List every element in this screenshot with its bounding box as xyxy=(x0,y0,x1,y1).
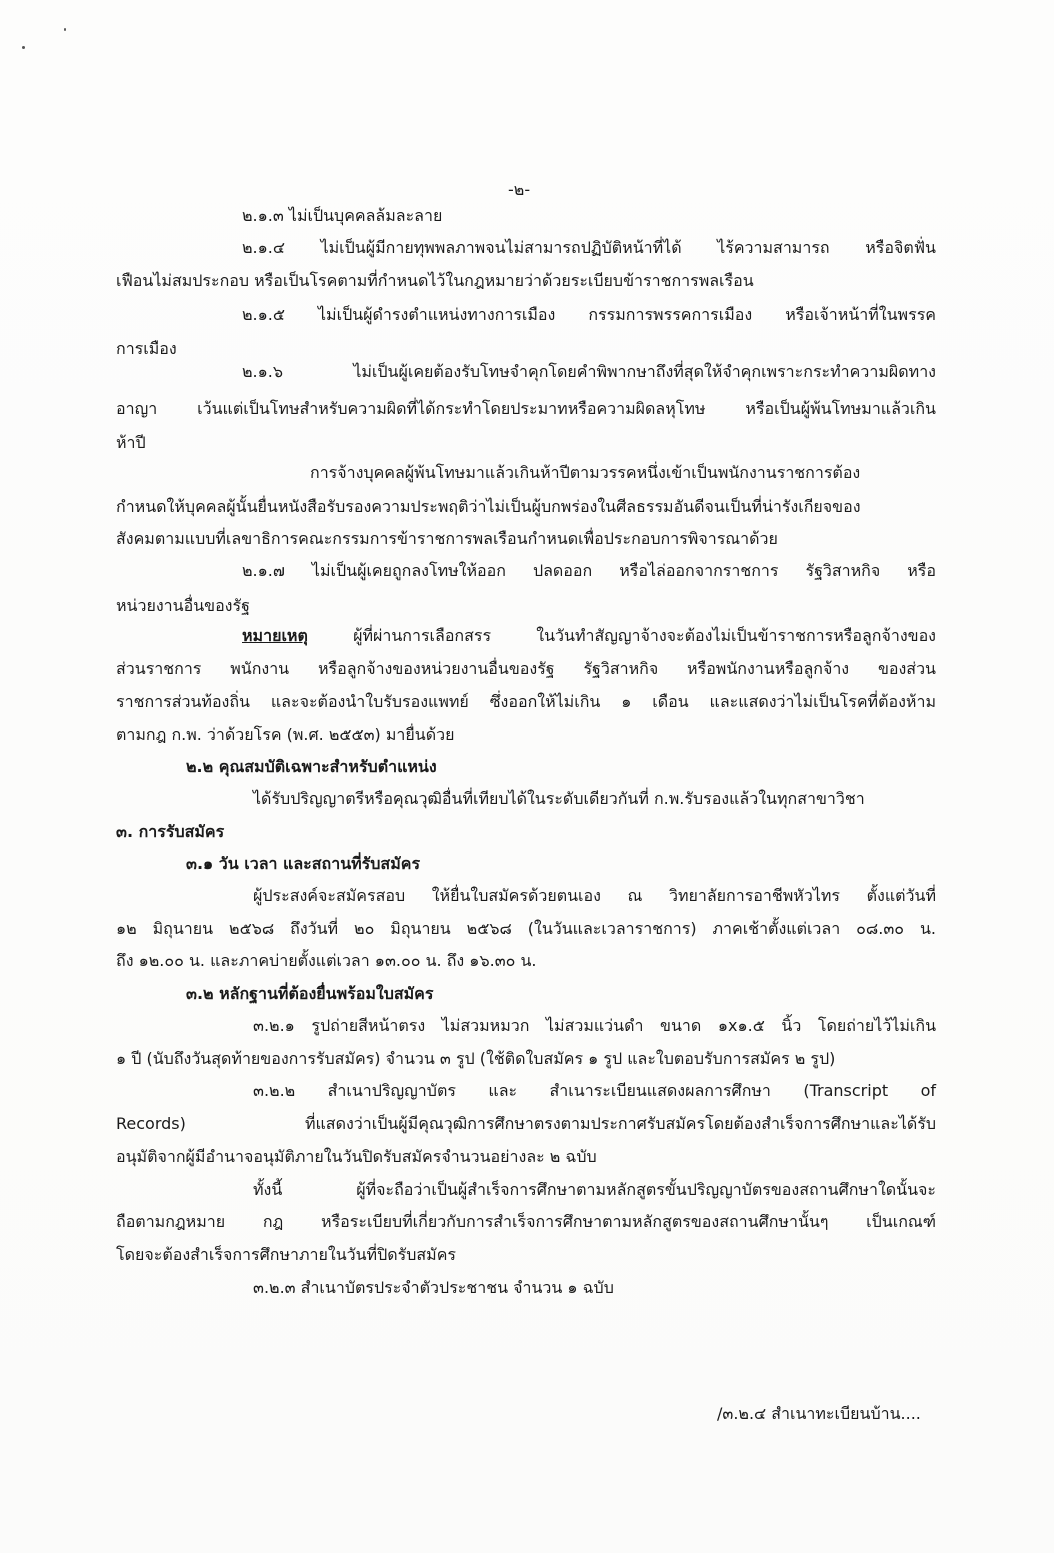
item-2-1-6-line-1: ๒.๑.๖ ไม่เป็นผู้เคยต้องรับโทษจำคุกโดยคำพิพากษาถึงที่สุดให้จำคุกเพราะกระทำความผิดทาง xyxy=(242,362,936,381)
item-2-1-4-line-1: ๒.๑.๔ ไม่เป็นผู้มีกายทุพพลภาพจนไม่สามารถปฏิบัติหน้าที่ได้ ไร้ความสามารถ หรือจิตฟั่น xyxy=(242,238,936,257)
graduation-paragraph-line-1: ทั้งนี้ ผู้ที่จะถือว่าเป็นผู้สำเร็จการศึกษาตามหลักสูตรขั้นปริญญาบัตรของสถานศึกษาใดนั้นจะ xyxy=(253,1180,936,1199)
section-3-1-line-3: ถึง ๑๒.๐๐ น. และภาคบ่ายตั้งแต่เวลา ๑๓.๐๐ น. ถึง ๑๖.๓๐ น. xyxy=(116,951,537,970)
heading-2-2: ๒.๒ คุณสมบัติเฉพาะสำหรับตำแหน่ง xyxy=(186,757,437,776)
pardon-paragraph-line-1: การจ้างบุคคลผู้พ้นโทษมาแล้วเกินห้าปีตามวรรคหนึ่งเข้าเป็นพนักงานราชการต้อง xyxy=(310,463,861,482)
graduation-paragraph-line-3: โดยจะต้องสำเร็จการศึกษาภายในวันที่ปิดรับสมัคร xyxy=(116,1245,456,1264)
pardon-paragraph-line-2: กำหนดให้บุคคลผู้นั้นยื่นหนังสือรับรองความประพฤติว่าไม่เป็นผู้บกพร่องในศีลธรรมอันดีจนเป็นที่น่ารังเกียจของ xyxy=(116,497,861,516)
section-2-2-text: ได้รับปริญญาตรีหรือคุณวุฒิอื่นที่เทียบได้ในระดับเดียวกันที่ ก.พ.รับรองแล้วในทุกสาขาวิชา xyxy=(253,789,865,808)
page-number: -๒- xyxy=(508,180,531,199)
section-3-1-line-2: ๑๒ มิถุนายน ๒๕๖๘ ถึงวันที่ ๒๐ มิถุนายน ๒๕๖๘ (ในวันและเวลาราชการ) ภาคเช้าตั้งแต่เวลา ๐๘.๓๐ น. xyxy=(116,919,936,938)
graduation-paragraph-line-2: ถือตามกฎหมาย กฎ หรือระเบียบที่เกี่ยวกับการสำเร็จการศึกษาตามหลักสูตรของสถานศึกษานั้นๆ เป็นเกณฑ์ xyxy=(116,1212,936,1231)
item-3-2-1-line-2: ๑ ปี (นับถึงวันสุดท้ายของการรับสมัคร) จำนวน ๓ รูป (ใช้ติดใบสมัคร ๑ รูป และใบตอบรับการสมัคร ๒ รูป) xyxy=(116,1049,836,1068)
item-3-2-2-line-1: ๓.๒.๒ สำเนาปริญญาบัตร และ สำเนาระเบียนแสดงผลการศึกษา (Transcript of xyxy=(253,1081,936,1100)
note-line-1-text: ผู้ที่ผ่านการเลือกสรร ในวันทำสัญญาจ้างจะต้องไม่เป็นข้าราชการหรือลูกจ้างของ xyxy=(353,626,936,645)
scan-speck xyxy=(64,28,66,31)
continuation-marker: /๓.๒.๔ สำเนาทะเบียนบ้าน.... xyxy=(717,1404,921,1423)
pardon-paragraph-line-3: สังคมตามแบบที่เลขาธิการคณะกรรมการข้าราชการพลเรือนกำหนดเพื่อประกอบการพิจารณาด้วย xyxy=(116,529,778,548)
note-line-2: ส่วนราชการ พนักงาน หรือลูกจ้างของหน่วยงานอื่นของรัฐ รัฐวิสาหกิจ หรือพนักงานหรือลูกจ้าง ของส่วน xyxy=(116,659,936,678)
note-line-3: ราชการส่วนท้องถิ่น และจะต้องนำใบรับรองแพทย์ ซึ่งออกให้ไม่เกิน ๑ เดือน และแสดงว่าไม่เป็นโรคที่ต้องห้าม xyxy=(116,692,936,711)
note-label: หมายเหตุ xyxy=(242,626,308,645)
item-3-2-3: ๓.๒.๓ สำเนาบัตรประจำตัวประชาชน จำนวน ๑ ฉบับ xyxy=(253,1278,614,1297)
item-2-1-7-line-1: ๒.๑.๗ ไม่เป็นผู้เคยถูกลงโทษให้ออก ปลดออก หรือไล่ออกจากราชการ รัฐวิสาหกิจ หรือ xyxy=(242,561,936,580)
item-2-1-5-line-1: ๒.๑.๕ ไม่เป็นผู้ดำรงตำแหน่งทางการเมือง กรรมการพรรคการเมือง หรือเจ้าหน้าที่ในพรรค xyxy=(242,305,936,324)
item-2-1-6-line-3: ห้าปี xyxy=(116,433,146,452)
item-2-1-7-line-2: หน่วยงานอื่นของรัฐ xyxy=(116,596,250,615)
item-2-1-3: ๒.๑.๓ ไม่เป็นบุคคลล้มละลาย xyxy=(242,206,443,225)
item-2-1-4-line-2: เฟือนไม่สมประกอบ หรือเป็นโรคตามที่กำหนดไว้ในกฎหมายว่าด้วยระเบียบข้าราชการพลเรือน xyxy=(116,271,754,290)
heading-3-1: ๓.๑ วัน เวลา และสถานที่รับสมัคร xyxy=(186,854,421,873)
heading-3-2: ๓.๒ หลักฐานที่ต้องยื่นพร้อมใบสมัคร xyxy=(186,984,434,1003)
item-2-1-5-line-2: การเมือง xyxy=(116,339,177,358)
item-3-2-2-line-2: Records) ที่แสดงว่าเป็นผู้มีคุณวุฒิการศึกษาตรงตามประกาศรับสมัครโดยต้องสำเร็จการศึกษาและได้รับ xyxy=(116,1114,936,1133)
item-3-2-1-line-1: ๓.๒.๑ รูปถ่ายสีหน้าตรง ไม่สวมหมวก ไม่สวมแว่นดำ ขนาด ๑x๑.๕ นิ้ว โดยถ่ายไว้ไม่เกิน xyxy=(253,1016,936,1035)
item-3-2-2-line-3: อนุมัติจากผู้มีอำนาจอนุมัติภายในวันปิดรับสมัครจำนวนอย่างละ ๒ ฉบับ xyxy=(116,1147,597,1166)
scan-speck xyxy=(22,46,25,49)
section-3-1-line-1: ผู้ประสงค์จะสมัครสอบ ให้ยื่นใบสมัครด้วยตนเอง ณ วิทยาลัยการอาชีพหัวไทร ตั้งแต่วันที่ xyxy=(253,886,936,905)
note-line-4: ตามกฎ ก.พ. ว่าด้วยโรค (พ.ศ. ๒๕๕๓) มายื่นด้วย xyxy=(116,725,455,744)
heading-3: ๓. การรับสมัคร xyxy=(116,822,225,841)
item-2-1-6-line-2: อาญา เว้นแต่เป็นโทษสำหรับความผิดที่ได้กระทำโดยประมาทหรือความผิดลหุโทษ หรือเป็นผู้พ้นโทษมาแล้วเกิน xyxy=(116,399,936,418)
note-line-1 xyxy=(242,626,936,646)
